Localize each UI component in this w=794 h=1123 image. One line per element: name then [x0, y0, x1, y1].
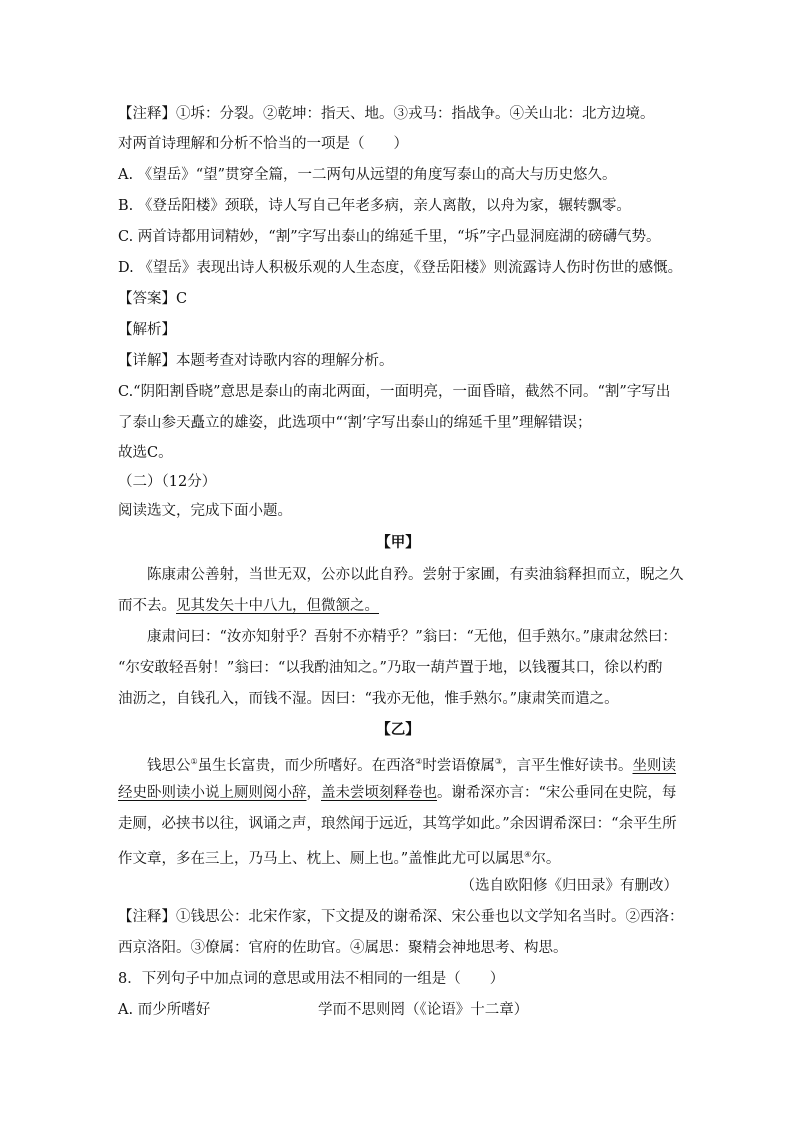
yi-line4: [118, 845, 560, 869]
jia-underlined-sentence: 见其发矢十中八九，但微颔之。: [176, 598, 379, 614]
footnote-2: ②: [415, 757, 423, 766]
jia-p1-line2: [118, 596, 379, 616]
conclusion: 故选C。: [118, 445, 173, 461]
question-8-stem: 8．下列句子中加点词的意思或用法不相同的一组是（ ）: [118, 971, 505, 987]
yi-l1-d: ，言平生惟好读书。: [502, 757, 633, 774]
yi-l2-rest: 。谢希深亦言：“宋公垂同在史院，每: [437, 785, 677, 801]
yi-l4-b: 尔。: [531, 850, 561, 867]
option-d: D. 《望岳》表现出诗人积极乐观的人生态度，《登岳阳楼》则流露诗人伤时伤世的感慨。: [118, 260, 683, 276]
explanation-line-1: C.“阴阳割昏晓”意思是泰山的南北两面，一面明亮，一面昏暗，截然不同。“割”字写出: [118, 384, 671, 400]
passage-yi-heading: 【乙】: [376, 721, 420, 738]
passage-jia-heading: 【甲】: [376, 534, 420, 551]
yi-line3: 走厕，必挟书以往，讽诵之声，琅然闻于远近，其笃学如此。”余因谓希深曰：“余平生所: [118, 816, 677, 832]
yi-line1: [118, 752, 676, 776]
footnote-4: ④: [524, 850, 532, 859]
footnote-1: ①: [190, 757, 198, 766]
jia-p2-line3: 油沥之，自钱孔入，而钱不湿。因曰：“我亦无他，惟手熟尔。”康肃笑而遣之。: [118, 691, 619, 707]
footnote-3: ③: [494, 757, 503, 766]
yi-underlined-1: 坐则读: [632, 757, 677, 774]
yi-underlined-2: 经史卧则读小说上厕则阅小辞: [118, 785, 307, 801]
yi-notes-line2: 西京洛阳。③僚属：官府的佐助官。④属思：聚精会神地思考、构思。: [118, 940, 568, 956]
section-instruction: 阅读选文，完成下面小题。: [118, 503, 292, 519]
option-c: C. 两首诗都用词精妙，“割”字写出泰山的绵延千里，“坼”字凸显洞庭湖的磅礴气势。: [118, 229, 661, 245]
option-b: B. 《登岳阳楼》颈联，诗人写自己年老多病，亲人离散，以舟为家，辗转飘零。: [118, 198, 631, 214]
yi-source: （选自欧阳修《归田录》有删改）: [460, 878, 678, 894]
yi-l1-b: 虽生长富贵，而少所嗜好。在西洛: [197, 757, 416, 774]
jia-p2-line2: “尔安敢轻吾射！”翁曰：“以我酌油知之。”乃取一葫芦置于地，以钱覆其口，徐以杓酌: [118, 660, 663, 676]
question-7-stem: 对两首诗理解和分析不恰当的一项是（ ）: [118, 136, 408, 152]
option-a: A. 《望岳》“望”贯穿全篇，一二两句从远望的角度写泰山的高大与历史悠久。: [118, 167, 617, 183]
section-title: （二）（12分）: [118, 474, 217, 490]
jia-p1-line2-plain: 而不去。: [118, 598, 176, 614]
yi-l4-a: 作文章，多在三上，乃马上、枕上、厕上也。”盖惟此尤可以属思: [118, 850, 525, 867]
q8-option-a-right: 学而不思则罔（《论语》十二章）: [318, 1002, 529, 1018]
q8-option-a-left: A. 而少所嗜好: [118, 1002, 211, 1018]
question-8-option-a: [118, 1000, 678, 1020]
yi-l1-c: 时尝语僚属: [422, 757, 495, 774]
explanation-line-2: 了泰山参天矗立的雄姿，此选项中“‘割’字写出泰山的绵延千里”理解错误；: [118, 415, 592, 431]
jia-p2-line1: 康肃问曰：“汝亦知射乎？吾射不亦精乎？”翁曰：“无他，但手熟尔。”康肃忿然曰：: [147, 629, 677, 645]
yi-notes-line1: 【注释】①钱思公：北宋作家，下文提及的谢希深、宋公垂也以文学知名当时。②西洛：: [118, 909, 684, 925]
yi-line2: [118, 783, 676, 803]
yi-underlined-3: 盖未尝顷刻释卷也: [321, 785, 437, 801]
poem-notes: 【注释】①坼：分裂。②乾坤：指天、地。③戎马：指战争。④关山北：北方边境。: [118, 106, 655, 122]
jia-p1-line1: 陈康肃公善射，当世无双，公亦以此自矜。尝射于家圃，有卖油翁释担而立，睨之久: [147, 567, 684, 583]
yi-l2-sep: ，: [306, 785, 321, 801]
detail: 【详解】本题考查对诗歌内容的理解分析。: [118, 353, 394, 369]
answer: 【答案】C: [118, 291, 188, 307]
yi-l1-a: 钱思公: [147, 757, 191, 774]
analysis-label: 【解析】: [118, 322, 176, 338]
